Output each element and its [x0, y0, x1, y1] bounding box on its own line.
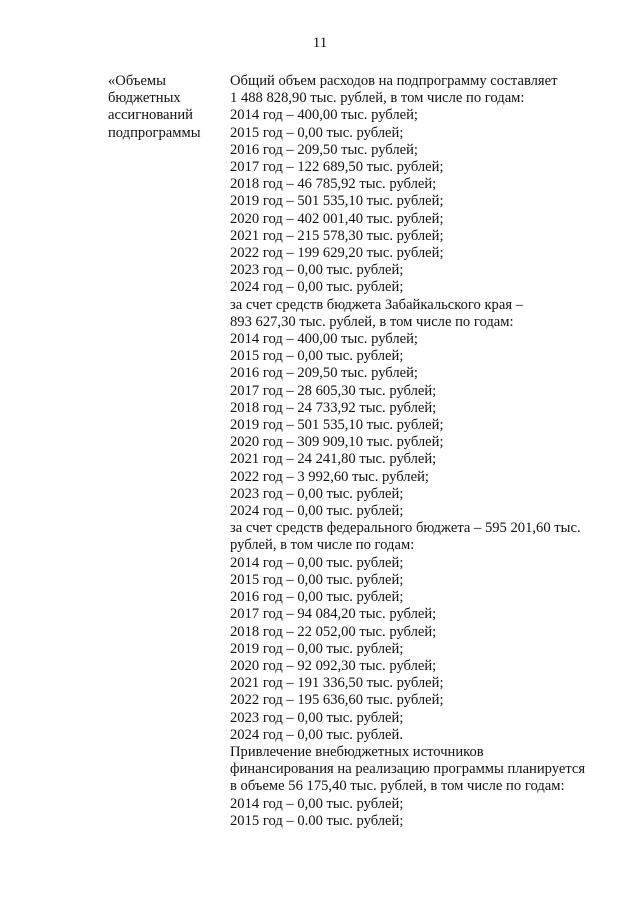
- page-number: 11: [312, 35, 328, 51]
- content-line: в объеме 56 175,40 тыс. рублей, в том числе по годам:: [230, 778, 565, 795]
- content-line: 893 627,30 тыс. рублей, в том числе по годам:: [230, 313, 514, 330]
- content-line: 2016 год – 0,00 тыс. рублей;: [230, 589, 404, 606]
- content-line: 2017 год – 122 689,50 тыс. рублей;: [230, 159, 444, 176]
- content-line: 2014 год – 400,00 тыс. рублей;: [230, 331, 418, 348]
- content-line: 2022 год – 199 629,20 тыс. рублей;: [230, 245, 444, 262]
- label-line: подпрограммы: [108, 124, 201, 141]
- content-line: за счет средств бюджета Забайкальского края –: [230, 296, 523, 313]
- label-line: «Объемы: [108, 73, 166, 89]
- content-line: 2018 год – 24 733,92 тыс. рублей;: [230, 399, 437, 416]
- content-line: 2014 год – 400,00 тыс. рублей;: [230, 107, 418, 124]
- content-line: 2019 год – 501 535,10 тыс. рублей;: [230, 417, 444, 434]
- content-line: 2020 год – 92 092,30 тыс. рублей;: [230, 657, 437, 674]
- content-line: 2018 год – 22 052,00 тыс. рублей;: [230, 623, 437, 640]
- content-line: 2020 год – 309 909,10 тыс. рублей;: [230, 434, 444, 451]
- content-line: 2015 год – 0,00 тыс. рублей;: [230, 571, 404, 588]
- content-line: 2014 год – 0,00 тыс. рублей;: [230, 554, 404, 571]
- content-line: 2014 год – 0,00 тыс. рублей;: [230, 795, 404, 812]
- content-line: 2021 год – 215 578,30 тыс. рублей;: [230, 227, 444, 244]
- content-line: 2022 год – 195 636,60 тыс. рублей;: [230, 692, 444, 709]
- content-line: 2023 год – 0,00 тыс. рублей;: [230, 262, 404, 279]
- content-line: 2024 год – 0,00 тыс. рублей.: [230, 726, 403, 743]
- content-line: 2021 год – 24 241,80 тыс. рублей;: [230, 451, 437, 468]
- content-line: 2024 год – 0,00 тыс. рублей;: [230, 279, 404, 296]
- content-line: финансирования на реализацию программы планируется: [230, 761, 586, 778]
- content-line: 2017 год – 28 605,30 тыс. рублей;: [230, 382, 437, 399]
- label-line: бюджетных: [108, 90, 181, 107]
- table-label-column: [108, 73, 226, 142]
- content-line: 2021 год – 191 336,50 тыс. рублей;: [230, 675, 444, 692]
- content-line: 2018 год – 46 785,92 тыс. рублей;: [230, 176, 437, 193]
- content-line: 2015 год – 0,00 тыс. рублей;: [230, 348, 404, 365]
- content-line: Общий объем расходов на подпрограмму составляет: [230, 73, 558, 89]
- content-line: 2022 год – 3 992,60 тыс. рублей;: [230, 468, 429, 485]
- content-line: 2019 год – 501 535,10 тыс. рублей;: [230, 193, 444, 210]
- content-line: 2015 год – 0.00 тыс. рублей;: [230, 812, 404, 829]
- content-line: 1 488 828,90 тыс. рублей, в том числе по годам:: [230, 90, 525, 107]
- content-line: 2024 год – 0,00 тыс. рублей;: [230, 503, 404, 520]
- content-line: за счет средств федерального бюджета – 595 201,60 тыс.: [230, 520, 581, 537]
- content-line: 2019 год – 0,00 тыс. рублей;: [230, 640, 404, 657]
- content-line: 2020 год – 402 001,40 тыс. рублей;: [230, 210, 444, 227]
- content-line: 2016 год – 209,50 тыс. рублей;: [230, 365, 418, 382]
- content-line: 2015 год – 0,00 тыс. рублей;: [230, 124, 404, 141]
- content-line: 2023 год – 0,00 тыс. рублей;: [230, 709, 404, 726]
- content-line: 2023 год – 0,00 тыс. рублей;: [230, 485, 404, 502]
- content-line: 2017 год – 94 084,20 тыс. рублей;: [230, 606, 437, 623]
- content-line: рублей, в том числе по годам:: [230, 537, 415, 554]
- content-line: Привлечение внебюджетных источников: [230, 743, 484, 760]
- label-line: ассигнований: [108, 107, 193, 124]
- table-content-column: [230, 73, 610, 830]
- content-line: 2016 год – 209,50 тыс. рублей;: [230, 141, 418, 158]
